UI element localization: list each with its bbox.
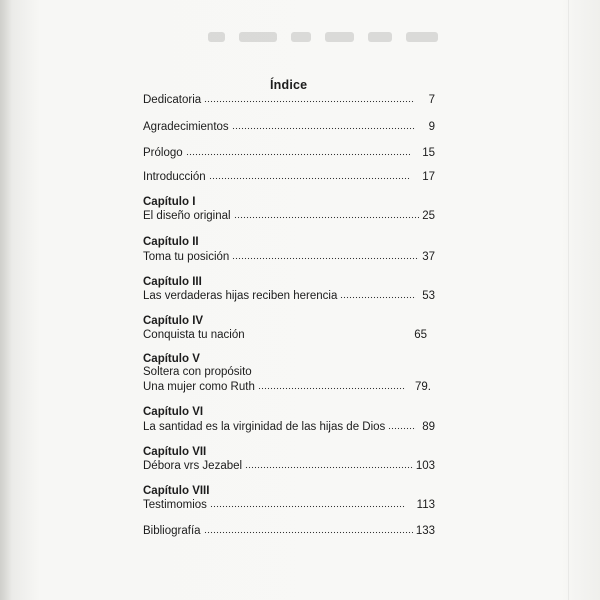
toc-entry-page: 133: [415, 525, 435, 537]
index-title: Índice: [270, 78, 308, 92]
dot-leader: [234, 209, 420, 219]
toc-entry-label: Prólogo: [143, 147, 183, 159]
toc-entry-chapter-7: [143, 459, 435, 472]
chapter-heading: Capítulo VII: [143, 446, 207, 458]
chapter-subtitle: Soltera con propósito: [143, 366, 252, 378]
toc-entry-page: 103: [415, 460, 435, 472]
toc-entry-page: 53: [422, 290, 435, 302]
toc-entry-page: 7: [428, 94, 435, 106]
toc-entry-label: Introducción: [143, 171, 206, 183]
chapter-heading: Capítulo IV: [143, 315, 204, 327]
dot-leader: [209, 170, 411, 180]
toc-entry-label: El diseño original: [143, 210, 231, 222]
toc-entry-page: 25: [422, 210, 435, 222]
toc-entry-page: 65: [414, 329, 427, 341]
toc-entry-chapter-3: [143, 289, 435, 302]
toc-entry-dedicatoria: [143, 93, 435, 106]
dot-leader: [204, 524, 413, 534]
toc-entry-chapter-6: [143, 420, 435, 433]
dot-leader: [258, 380, 405, 390]
dot-leader: [232, 120, 415, 130]
toc-entry-label: Toma tu posición: [143, 251, 230, 263]
dot-leader: [232, 250, 419, 260]
toc-entry-page: 17: [422, 171, 435, 183]
dot-leader: [340, 289, 416, 299]
chapter-heading: Capítulo VIII: [143, 485, 210, 497]
chapter-heading: Capítulo VI: [143, 406, 204, 418]
page-edge-line: [568, 0, 569, 600]
chapter-heading: Capítulo I: [143, 196, 196, 208]
toc-entry-label: La santidad es la virginidad de las hijas de Dios: [143, 421, 386, 433]
toc-entry-prologo: [143, 146, 435, 159]
toc-entry-label: Testimomios: [143, 499, 207, 511]
toc-entry-page: 79.: [415, 381, 431, 393]
chapter-heading: Capítulo III: [143, 276, 202, 288]
toc-entry-label: Conquista tu nación: [143, 329, 245, 341]
chapter-heading: Capítulo V: [143, 353, 200, 365]
toc-entry-label: Débora vrs Jezabel: [143, 460, 243, 472]
toc-entry-label: Dedicatoria: [143, 94, 202, 106]
chapter-heading: Capítulo II: [143, 236, 199, 248]
toc-entry-chapter-4: [143, 328, 435, 341]
toc-entry-page: 37: [422, 251, 435, 263]
toc-entry-page: 113: [416, 499, 435, 511]
toc-entry-label: Agradecimientos: [143, 121, 229, 133]
dot-leader: [204, 93, 414, 103]
dot-leader: [245, 459, 413, 469]
toc-entry-chapter-5: [143, 380, 435, 393]
toc-entry-label: Bibliografía: [143, 525, 201, 537]
toc-entry-agradecimientos: [143, 120, 435, 133]
dot-leader: [388, 420, 416, 430]
toc-entry-label: Una mujer como Ruth: [143, 381, 255, 393]
toc-entry-chapter-1: [143, 209, 435, 222]
toc-entry-chapter-8: [143, 498, 435, 511]
dot-leader: [186, 146, 411, 156]
toc-entry-page: 9: [428, 121, 435, 133]
dot-leader: [210, 498, 405, 508]
toc-entry-page: 89: [422, 421, 435, 433]
toc-entry-introduccion: [143, 170, 435, 183]
show-through-text: [208, 27, 438, 47]
toc-entry-chapter-2: [143, 250, 435, 263]
toc-entry-label: Las verdaderas hijas reciben herencia: [143, 290, 338, 302]
toc-entry-bibliografia: [143, 524, 435, 537]
page-spine-shadow: [0, 0, 12, 600]
toc-entry-page: 15: [422, 147, 435, 159]
